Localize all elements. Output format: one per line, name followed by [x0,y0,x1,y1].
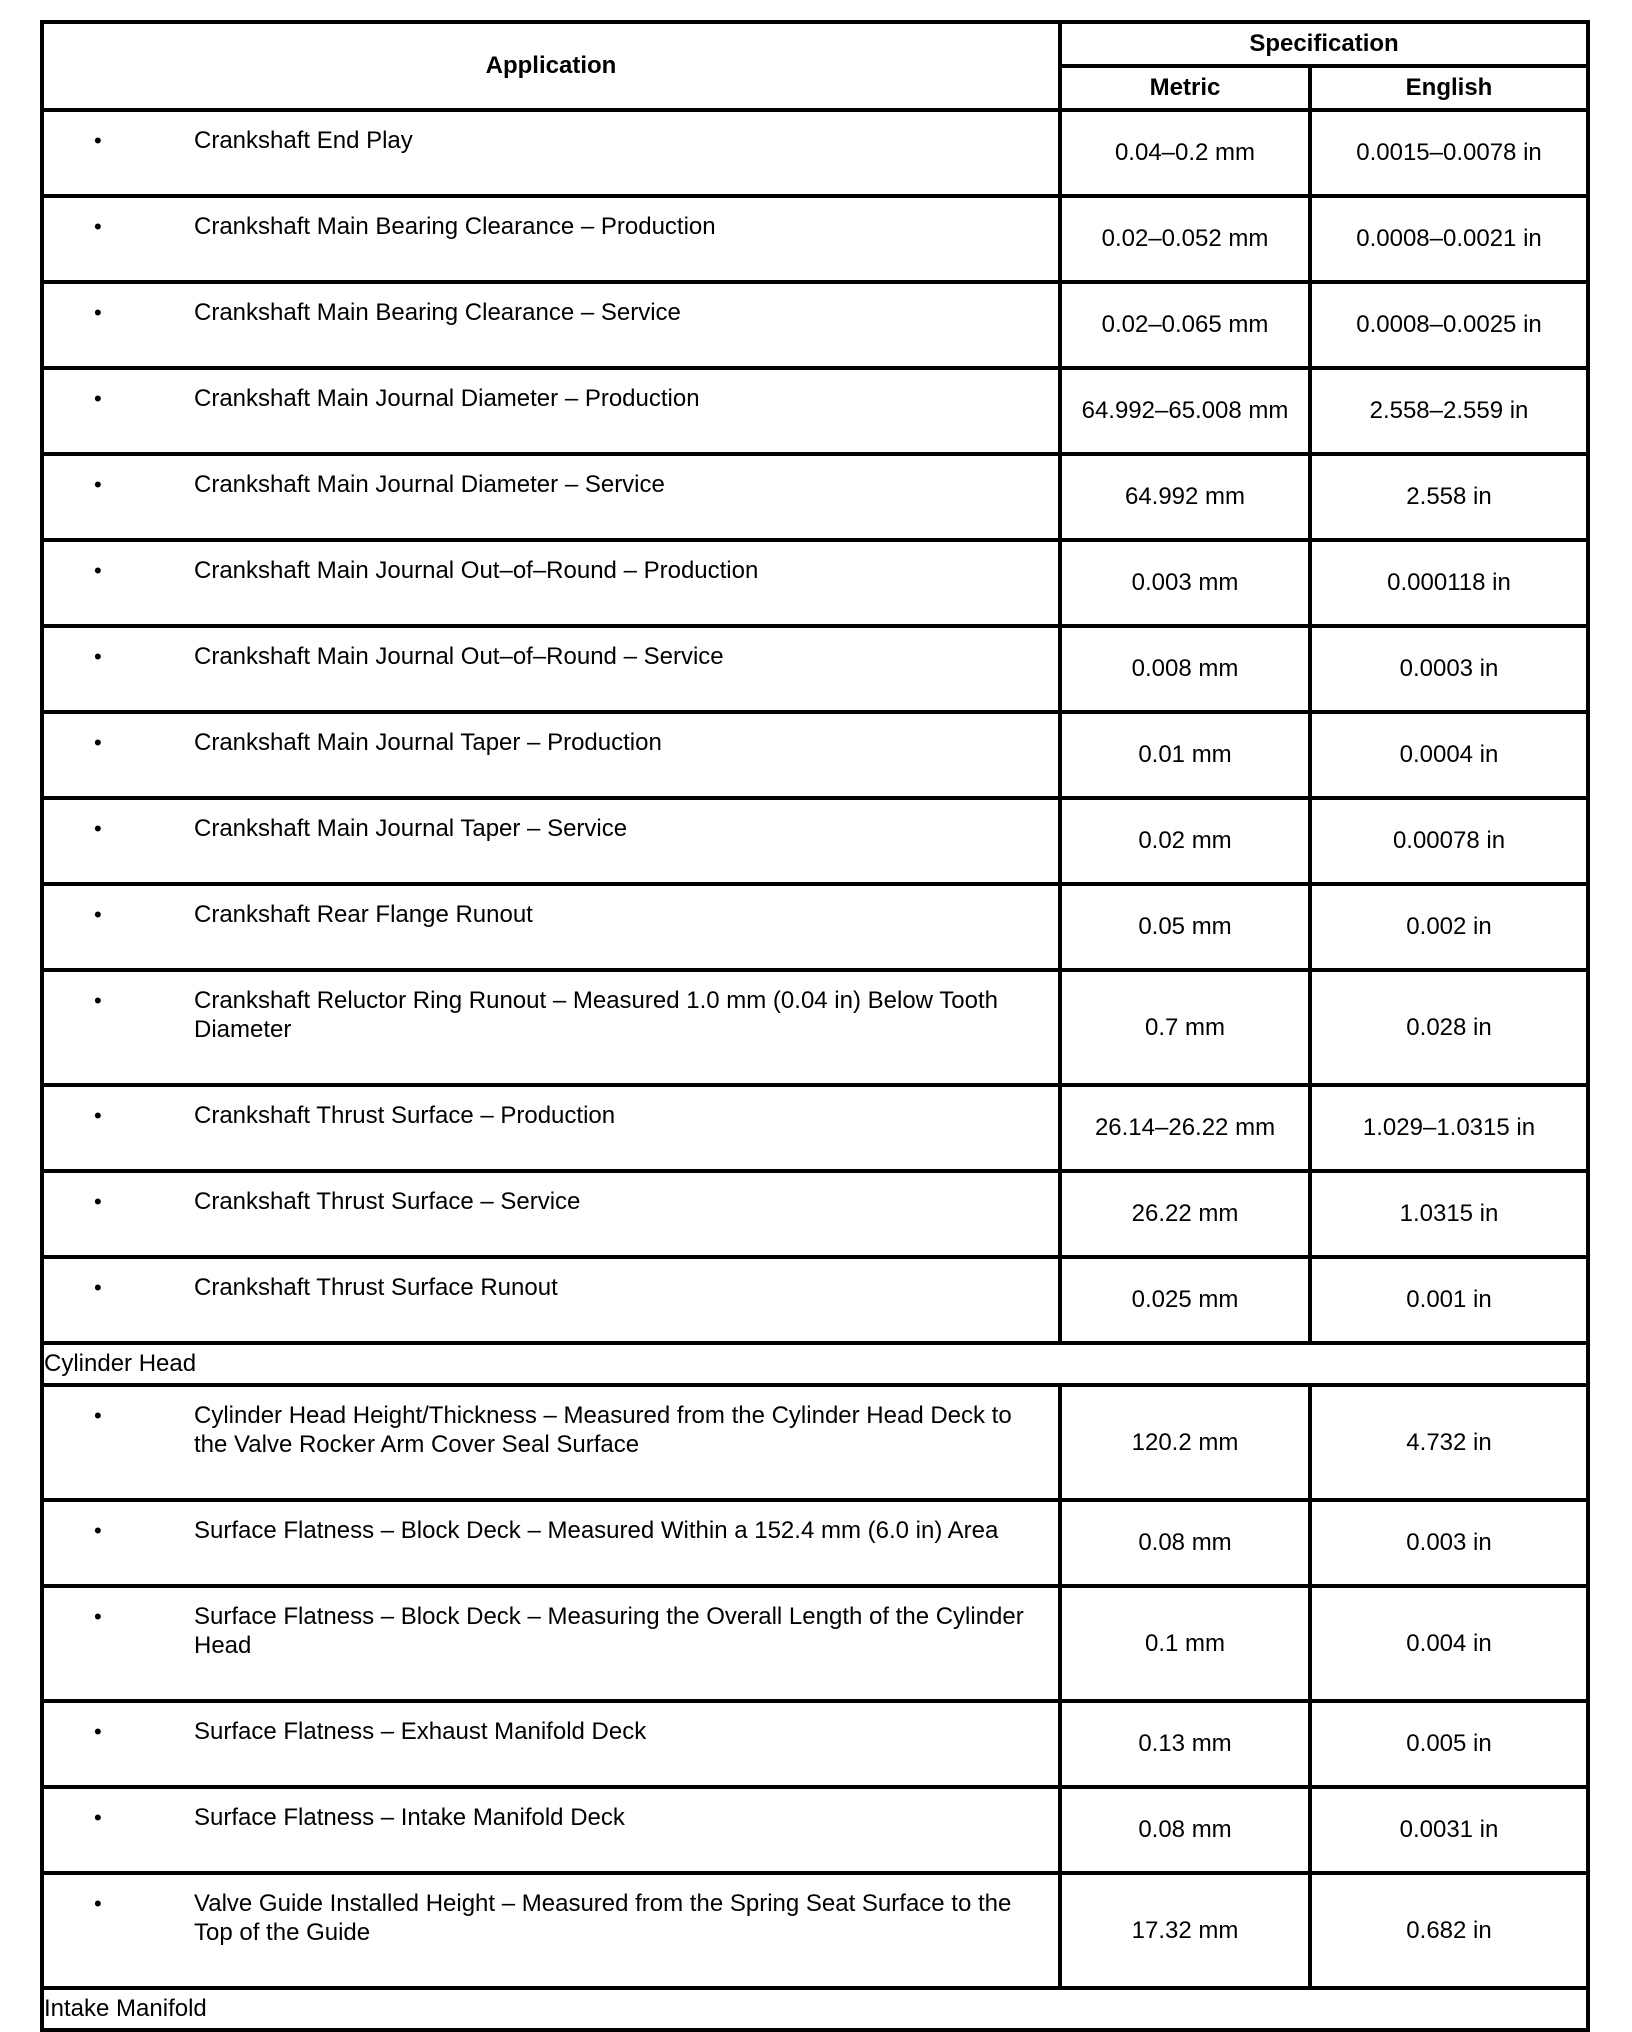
english-value: 0.005 in [1310,1701,1588,1787]
metric-value: 17.32 mm [1060,1873,1310,1988]
english-value: 1.0315 in [1310,1171,1588,1257]
application-text: Crankshaft Thrust Surface – Production [194,1102,616,1129]
metric-value: 0.008 mm [1060,626,1310,712]
table-row [42,712,1588,798]
table-row [42,1171,1588,1257]
application-text: Crankshaft Rear Flange Runout [194,901,533,928]
table-row [42,970,1588,1085]
table-row [42,454,1588,540]
bullet-icon: • [94,472,102,497]
section-heading-cylinder-head: Cylinder Head [42,1343,1588,1385]
bullet-icon: • [94,902,102,927]
metric-value: 0.01 mm [1060,712,1310,798]
table-row [42,368,1588,454]
table-row [42,110,1588,196]
metric-value: 0.1 mm [1060,1586,1310,1701]
table-row [42,1787,1588,1873]
bullet-icon: • [94,1518,102,1543]
metric-value: 64.992–65.008 mm [1060,368,1310,454]
bullet-icon: • [94,1103,102,1128]
english-value: 4.732 in [1310,1385,1588,1500]
bullet-icon: • [94,558,102,583]
english-value: 0.004 in [1310,1586,1588,1701]
english-value: 2.558–2.559 in [1310,368,1588,454]
metric-value: 0.003 mm [1060,540,1310,626]
english-value: 0.000118 in [1310,540,1588,626]
table-row [42,1257,1588,1343]
english-value: 0.0008–0.0021 in [1310,196,1588,282]
bullet-icon: • [94,1403,102,1428]
application-text: Crankshaft End Play [194,127,413,154]
bullet-icon: • [94,300,102,325]
english-value: 0.0003 in [1310,626,1588,712]
application-text: Surface Flatness – Block Deck – Measuring the Overall Length of the Cylinder Head [194,1603,1024,1659]
bullet-icon: • [94,128,102,153]
bullet-icon: • [94,1891,102,1916]
bullet-icon: • [94,988,102,1013]
metric-value: 0.025 mm [1060,1257,1310,1343]
application-text: Surface Flatness – Block Deck – Measured Within a 152.4 mm (6.0 in) Area [194,1517,999,1544]
bullet-icon: • [94,1805,102,1830]
bullet-icon: • [94,386,102,411]
application-header: Application [42,22,1060,110]
metric-value: 0.02 mm [1060,798,1310,884]
metric-header: Metric [1060,66,1310,110]
table-row [42,1085,1588,1171]
application-text: Crankshaft Main Journal Out–of–Round – Service [194,643,724,670]
application-text: Crankshaft Main Journal Diameter – Service [194,471,665,498]
bullet-icon: • [94,214,102,239]
english-value: 0.0031 in [1310,1787,1588,1873]
bullet-icon: • [94,644,102,669]
table-row [42,884,1588,970]
application-text: Crankshaft Thrust Surface Runout [194,1274,558,1301]
bullet-icon: • [94,816,102,841]
english-value: 0.003 in [1310,1500,1588,1586]
english-value: 0.001 in [1310,1257,1588,1343]
metric-value: 0.08 mm [1060,1787,1310,1873]
specification-header: Specification [1060,22,1588,66]
metric-value: 26.22 mm [1060,1171,1310,1257]
english-value: 0.00078 in [1310,798,1588,884]
table-row [42,282,1588,368]
bullet-icon: • [94,730,102,755]
table-row [42,196,1588,282]
english-value: 1.029–1.0315 in [1310,1085,1588,1171]
application-text: Crankshaft Main Bearing Clearance – Production [194,213,716,240]
application-text: Crankshaft Main Journal Taper – Production [194,729,662,756]
english-value: 0.0015–0.0078 in [1310,110,1588,196]
section-row [42,1988,1588,2030]
metric-value: 0.02–0.065 mm [1060,282,1310,368]
bullet-icon: • [94,1275,102,1300]
section-row [42,1343,1588,1385]
application-text: Crankshaft Reluctor Ring Runout – Measured 1.0 mm (0.04 in) Below Tooth Diameter [194,987,998,1043]
metric-value: 26.14–26.22 mm [1060,1085,1310,1171]
table-row [42,1500,1588,1586]
table-row [42,626,1588,712]
bullet-icon: • [94,1719,102,1744]
specification-table [40,20,1590,2032]
application-text: Surface Flatness – Intake Manifold Deck [194,1804,625,1831]
english-value: 0.028 in [1310,970,1588,1085]
table-row [42,1586,1588,1701]
application-text: Crankshaft Main Journal Taper – Service [194,815,628,842]
metric-value: 0.7 mm [1060,970,1310,1085]
metric-value: 0.04–0.2 mm [1060,110,1310,196]
application-text: Valve Guide Installed Height – Measured from the Spring Seat Surface to the Top of the Guide [194,1890,1012,1946]
application-text: Crankshaft Main Bearing Clearance – Service [194,299,681,326]
english-value: 0.682 in [1310,1873,1588,1988]
section-heading-intake-manifold: Intake Manifold [42,1988,1588,2030]
english-value: 0.0008–0.0025 in [1310,282,1588,368]
metric-value: 64.992 mm [1060,454,1310,540]
table-row [42,1873,1588,1988]
application-text: Cylinder Head Height/Thickness – Measured from the Cylinder Head Deck to the Valve Rocker Arm Cover Seal Surface [194,1402,1012,1458]
table-row [42,798,1588,884]
application-text: Crankshaft Thrust Surface – Service [194,1188,581,1215]
metric-value: 0.08 mm [1060,1500,1310,1586]
metric-value: 0.02–0.052 mm [1060,196,1310,282]
metric-value: 120.2 mm [1060,1385,1310,1500]
english-value: 0.0004 in [1310,712,1588,798]
table-row [42,540,1588,626]
english-header: English [1310,66,1588,110]
table-row [42,1385,1588,1500]
metric-value: 0.13 mm [1060,1701,1310,1787]
table-row [42,1701,1588,1787]
english-value: 0.002 in [1310,884,1588,970]
application-text: Crankshaft Main Journal Diameter – Production [194,385,700,412]
metric-value: 0.05 mm [1060,884,1310,970]
application-text: Crankshaft Main Journal Out–of–Round – Production [194,557,759,584]
bullet-icon: • [94,1604,102,1629]
english-value: 2.558 in [1310,454,1588,540]
bullet-icon: • [94,1189,102,1214]
application-text: Surface Flatness – Exhaust Manifold Deck [194,1718,647,1745]
